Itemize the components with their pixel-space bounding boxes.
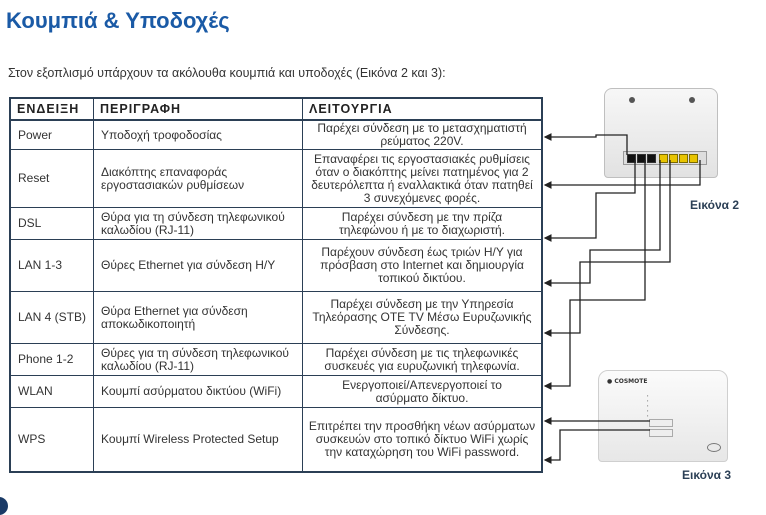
cell-function <box>303 292 543 344</box>
router-front-image <box>598 370 728 462</box>
header-indication: ΕΝΔΕΙΞΗ <box>10 98 94 120</box>
cell-function <box>303 208 543 240</box>
header-function: ΛΕΙΤΟΥΡΓΙΑ <box>303 98 543 120</box>
corner-decoration <box>0 497 8 515</box>
function-text: Παρέχει σύνδεση με το μετασχηματιστή ρεύματος 220V. <box>317 121 527 148</box>
table-row <box>10 408 542 472</box>
cell-indication: Power <box>10 120 94 150</box>
table-row <box>10 292 542 344</box>
dsl-port-icon <box>637 154 646 163</box>
phone-port-icon <box>647 154 656 163</box>
table-row <box>10 120 542 150</box>
cell-indication: Reset <box>10 150 94 208</box>
cell-description: Κουμπί ασύρματου δικτύου (WiFi) <box>94 376 303 408</box>
table-row <box>10 150 542 208</box>
lan-connector-line <box>545 160 660 283</box>
wps-button-icon <box>649 429 673 437</box>
cell-indication: WLAN <box>10 376 94 408</box>
figure-2-label: Εικόνα 2 <box>690 198 740 212</box>
port-panel <box>623 151 707 165</box>
figure-3-label: Εικόνα 3 <box>682 468 732 482</box>
phone-connector-line <box>545 160 648 386</box>
stb-port-icon <box>689 154 698 163</box>
function-text: Παρέχει σύνδεση με την Υπηρεσία Τηλεόρασης ΟΤΕ TV Μέσω Ευρυζωνικής Σύνδεσης. <box>312 297 532 337</box>
table-row <box>10 376 542 408</box>
cell-description: Διακόπτης επαναφοράς εργοστασιακών ρυθμίσεων <box>94 150 303 208</box>
cell-function <box>303 344 543 376</box>
cell-indication: DSL <box>10 208 94 240</box>
cell-description: Θύρες για τη σύνδεση τηλεφωνικού καλωδίου (RJ-11) <box>94 344 303 376</box>
header-description: ΠΕΡΙΓΡΑΦΗ <box>94 98 303 120</box>
cell-function <box>303 150 543 208</box>
table-row <box>10 208 542 240</box>
page-title: Κουμπιά & Υποδοχές <box>6 8 230 33</box>
lan-port-icon <box>669 154 678 163</box>
cell-description: Θύρες Ethernet για σύνδεση Η/Υ <box>94 240 303 292</box>
brand-name: COSMOTE <box>614 378 648 385</box>
intro-text: Στον εξοπλισμό υπάρχουν τα ακόλουθα κουμπιά και υποδοχές (Εικόνα 2 και 3): <box>8 66 446 80</box>
wlan-button-icon <box>649 419 673 427</box>
cell-function <box>303 120 543 150</box>
function-text: Παρέχει σύνδεση με τις τηλεφωνικές συσκευές για ευρυζωνική τηλεφωνία. <box>324 345 520 373</box>
cell-description: Κουμπί Wireless Protected Setup <box>94 408 303 472</box>
function-text: Ενεργοποιεί/Απενεργοποιεί το ασύρματο δίκτυο. <box>342 377 502 405</box>
cell-description: Θύρα Ethernet για σύνδεση αποκωδικοποιητή <box>94 292 303 344</box>
brand-logo: ● COSMOTE <box>607 378 648 385</box>
function-text: Επιτρέπει την προσθήκη νέων ασύρματων συσκευών στο τοπικό δίκτυο WiFi χωρίς την καταχώρηση του WiFi password. <box>308 418 536 459</box>
cell-description: Υποδοχή τροφοδοσίας <box>94 120 303 150</box>
mount-hole-icon <box>689 97 695 103</box>
ports-table <box>9 97 543 473</box>
cell-function <box>303 376 543 408</box>
function-text: Παρέχει σύνδεση με την πρίζα τηλεφώνου ή με το διαχωριστή. <box>339 209 505 237</box>
cell-indication: LAN 4 (STB) <box>10 292 94 344</box>
cell-description: Θύρα για τη σύνδεση τηλεφωνικού καλωδίου (RJ-11) <box>94 208 303 240</box>
cell-indication: WPS <box>10 408 94 472</box>
table-row <box>10 344 542 376</box>
table-row <box>10 240 542 292</box>
led-panel: ▪ ▪ ▪ ▪ ▪ ▪ <box>647 393 649 423</box>
brand-oval-icon <box>707 443 721 452</box>
router-back-image <box>604 88 718 178</box>
cell-function <box>303 408 543 472</box>
lan-port-icon <box>659 154 668 163</box>
power-port-icon <box>627 154 636 163</box>
lan-port-icon <box>679 154 688 163</box>
function-text: Παρέχουν σύνδεση έως τριών Η/Υ για πρόσβαση στο Internet και δημιουργία τοπικού δικτύου. <box>320 245 524 285</box>
mount-hole-icon <box>629 97 635 103</box>
cell-indication: LAN 1-3 <box>10 240 94 292</box>
table-header-row <box>10 98 542 120</box>
function-text: Επαναφέρει τις εργοστασιακές ρυθμίσεις όταν ο διακόπτης μείνει πατημένος για 2 δευτερόλεπτα ή εναλλακτικά όταν πατηθεί 3 συνεχόμενες φορές. <box>311 151 533 205</box>
stb-connector-line <box>545 160 670 333</box>
cell-indication: Phone 1-2 <box>10 344 94 376</box>
cell-function <box>303 240 543 292</box>
